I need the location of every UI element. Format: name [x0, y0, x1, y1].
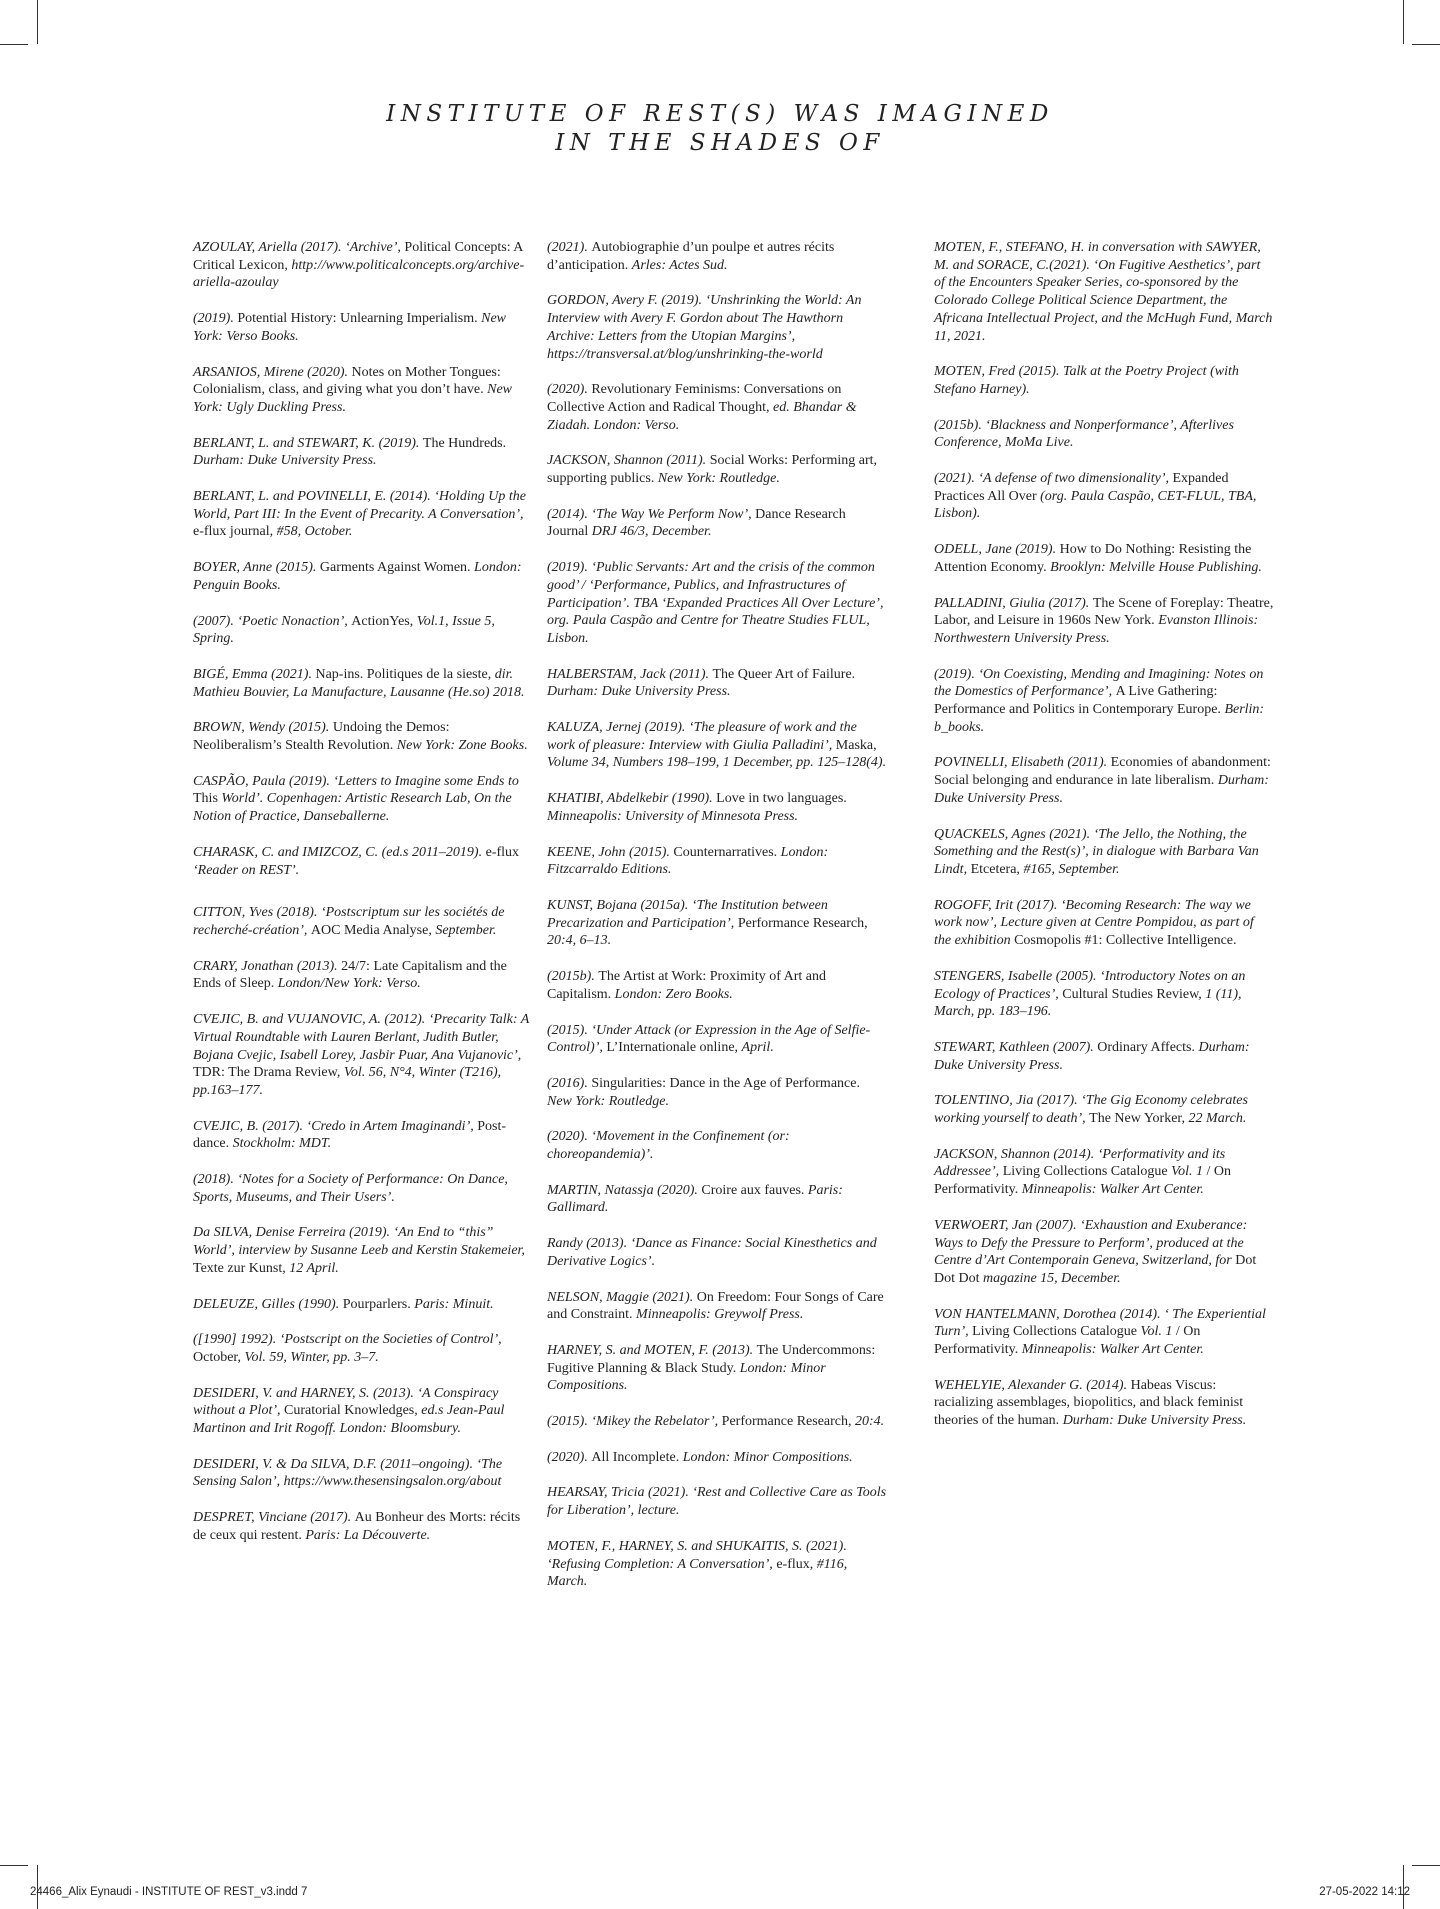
bibliography-entry [934, 470, 1274, 523]
bibliography-entry [547, 559, 887, 648]
entry-text-italic: Minneapolis: Walker Art Center. [1021, 1342, 1204, 1358]
entry-text-italic: VON HANTELMANN, Dorothea (2014). ‘ The Experiential Turn’, [934, 1306, 1266, 1340]
entry-text-italic: ‘Reader on REST’. [193, 862, 300, 878]
entry-text-italic: ARSANIOS, Mirene (2020). [193, 364, 352, 380]
entry-text-roman: Autobiographie d’un poulpe et autres récits d’anticipation. [547, 240, 835, 273]
bibliography-entry [934, 595, 1274, 648]
page-title-line-2: IN THE SHADES OF [555, 130, 885, 156]
entry-text-roman: Etcetera, [970, 861, 1024, 877]
entry-text-italic: MARTIN, Natassja (2020). [547, 1182, 702, 1198]
entry-text-roman: Counternarratives. [673, 844, 781, 860]
page-title-line-1: INSTITUTE OF REST(S) WAS IMAGINED [386, 101, 1054, 127]
bibliography-entry [547, 897, 887, 950]
bibliography-entry [547, 452, 887, 487]
entry-text-italic: KHATIBI, Abdelkebir (1990). [547, 791, 717, 807]
entry-text-roman: e-flux journal, [193, 524, 277, 540]
crop-mark-top-right [1403, 0, 1404, 44]
bibliography-entry [193, 1385, 533, 1438]
entry-text-roman: 24/7: Late Capitalism and the Ends of Sleep. [193, 958, 507, 992]
entry-text-italic: BERLANT, L. and POVINELLI, E. (2014). ‘Holding Up the World, Part III: In the Event of Precarity. A Conversation’, [193, 489, 527, 522]
entry-text-italic: (2018). ‘Notes for a Society of Performance: On Dance, Sports, Museums, and Their Users’. [193, 1172, 508, 1205]
entry-text-italic: KUNST, Bojana (2015a). ‘The Institution between Precarization and Participation’, [547, 897, 828, 931]
entry-text-italic: New York: Routledge. [657, 471, 780, 487]
entry-text-roman: A Live Gathering: Performance and Politics in Contemporary Europe. [934, 684, 1225, 718]
bibliography-column-2 [547, 239, 887, 1609]
entry-text-italic: Durham: Duke University Press. [1062, 1413, 1247, 1429]
entry-text-italic: Arles: Actes Sud. [631, 257, 728, 273]
bibliography-entry [193, 488, 533, 541]
bibliography-entry [547, 790, 887, 825]
entry-text-italic: 20:4, 6–13. [547, 933, 612, 949]
entry-text-italic: Berlin: b_books. [934, 702, 1265, 735]
entry-text-italic: Durham: Duke University Press. [934, 773, 1269, 806]
entry-text-italic: CASPÃO, Paula (2019). ‘Letters to Imagine some Ends to [193, 773, 519, 789]
entry-text-italic: HARNEY, S. and MOTEN, F. (2013). [547, 1342, 757, 1358]
entry-text-italic: Durham: Duke University Press. [934, 1039, 1250, 1073]
bibliography-entry [193, 310, 533, 345]
entry-text-roman: Maska, [835, 737, 877, 753]
bibliography-entry [934, 897, 1274, 950]
entry-text-italic: STENGERS, Isabelle (2005). ‘Introductory Notes on an Ecology of Practices’, [934, 968, 1246, 1002]
bibliography-entry [547, 1075, 887, 1110]
entry-text-italic: Vol. 1 [1171, 1164, 1207, 1180]
entry-text-italic: London: Zero Books. [614, 986, 733, 1002]
entry-text-italic: ed. Bhandar & Ziadah. London: Verso. [547, 399, 857, 433]
entry-text-roman: Texte zur Kunst, [193, 1260, 290, 1276]
bibliography-entry [547, 1235, 887, 1270]
entry-text-italic: magazine 15, December. [983, 1270, 1121, 1286]
entry-text-italic: Minneapolis: Greywolf Press. [636, 1307, 804, 1323]
entry-text-italic: CVEJIC, B. and VUJANOVIC, A. (2012). ‘Precarity Talk: A Virtual Roundtable with Lauren Berlant, Judith Butler, Bojana Cvejic, Isabell Lorey, Jasbir Puar, Ana Vujanovic’, [193, 1012, 530, 1063]
entry-text-italic: HALBERSTAM, Jack (2011). [547, 666, 713, 682]
bibliography-entry [547, 381, 887, 434]
entry-text-italic: Minneapolis: University of Minnesota Press. [547, 808, 799, 824]
bibliography-entry [934, 1306, 1274, 1359]
bibliography-column-3 [934, 239, 1274, 1448]
entry-text-italic: CVEJIC, B. (2017). ‘Credo in Artem Imaginandi’, [193, 1118, 478, 1134]
entry-text-roman: Cultural Studies Review, [1062, 986, 1206, 1002]
entry-text-italic: MOTEN, F., STEFANO, H. in conversation with SAWYER, M. and SORACE, C.(2021). ‘On Fugitive Aesthetics’, part of the Encounters Speaker Series, co-sponsored by the Colorado College Political Science Department, the Africana Intellectual Project, and the McHugh Fund, March 11, 2021. [934, 240, 1273, 344]
entry-text-roman: L’Internationale online, [606, 1040, 742, 1056]
entry-text-italic: Brooklyn: Melville House Publishing. [1050, 559, 1262, 575]
entry-text-italic: Stockholm: MDT. [232, 1136, 332, 1152]
entry-text-roman: Curatorial Knowledges, [284, 1403, 422, 1419]
entry-text-italic: 22 March. [1188, 1111, 1247, 1127]
entry-text-italic: VERWOERT, Jan (2007). ‘Exhaustion and Exuberance: Ways to Defy the Pressure to Perform’, produced at the Centre d’Art Contemporain Geneva, Switzerland, for [934, 1217, 1248, 1269]
crop-mark-top-right-h [1412, 44, 1440, 45]
entry-text-italic: Minneapolis: Walker Art Center. [1021, 1182, 1204, 1198]
bibliography-entry [934, 1377, 1274, 1430]
bibliography-entry [193, 773, 533, 826]
crop-mark-bottom-right-h [1412, 1865, 1440, 1866]
entry-text-roman: Garments Against Women. [319, 560, 475, 576]
entry-text-roman: Political Concepts: A Critical Lexicon, [193, 240, 523, 273]
entry-text-italic: PALLADINI, Giulia (2017). [934, 595, 1093, 611]
entry-text-roman: / On Performativity. [934, 1324, 1201, 1358]
bibliography-entry [547, 1538, 887, 1591]
entry-text-roman: / On Performativity. [934, 1164, 1231, 1198]
entry-text-roman: How to Do Nothing: Resisting the Attention Economy. [934, 542, 1252, 575]
bibliography-entry [934, 1092, 1274, 1127]
entry-text-italic: (2015b). ‘Blackness and Nonperformance’, Afterlives Conference, MoMa Live. [934, 417, 1234, 451]
entry-text-roman: Pourparlers. [342, 1296, 415, 1312]
entry-text-roman: Nap-ins. Politiques de la sieste, [315, 666, 495, 682]
entry-text-roman: Living Collections Catalogue [972, 1324, 1141, 1340]
bibliography-entry [547, 1413, 887, 1431]
entry-text-roman: Post-dance. [193, 1118, 507, 1152]
bibliography-entry [547, 968, 887, 1003]
entry-text-italic: (2019). ‘On Coexisting, Mending and Imagining: Notes on the Domestics of Performance’, [934, 666, 1264, 700]
entry-text-italic: Volume 34, Numbers 198–199, 1 December, pp. 125–128(4). [547, 755, 887, 771]
bibliography-entry [547, 1128, 887, 1163]
entry-text-italic: CHARASK, C. and IMIZCOZ, C. (ed.s 2011–2019). [193, 844, 486, 860]
entry-text-italic: (2020). [547, 382, 592, 398]
bibliography-entry [547, 239, 887, 274]
entry-text-roman: Living Collections Catalogue [1002, 1164, 1172, 1180]
bibliography-entry [193, 559, 533, 594]
entry-text-roman: e-flux, [776, 1556, 817, 1572]
entry-text-roman: The Artist at Work: Proximity of Art and Capitalism. [547, 969, 826, 1002]
entry-text-italic: 12 April. [289, 1260, 339, 1276]
entry-text-roman: Dance Research Journal [547, 506, 846, 540]
entry-text-roman: Notes on Mother Tongues: Colonialism, class, and giving what you don’t have. [193, 364, 501, 398]
entry-text-italic: MOTEN, F., HARNEY, S. and SHUKAITIS, S. (2021). ‘Refusing Completion: A Conversation’, [547, 1538, 847, 1572]
entry-text-italic: POVINELLI, Elisabeth (2011). [934, 755, 1111, 771]
bibliography-entry [193, 613, 533, 648]
entry-text-italic: JACKSON, Shannon (2014). ‘Performativity and its Addressee’, [934, 1146, 1226, 1180]
entry-text-roman: Undoing the Demos: Neoliberalism’s Stealth Revolution. [193, 720, 450, 754]
entry-text-italic: Paris: Minuit. [414, 1296, 494, 1312]
entry-text-italic: #165, September. [1023, 861, 1120, 877]
entry-text-italic: DELEUZE, Gilles (1990). [193, 1296, 343, 1312]
entry-text-italic: Evanston Illinois: Northwestern University Press. [934, 613, 1259, 646]
entry-text-italic: STEWART, Kathleen (2007). [934, 1039, 1098, 1055]
entry-text-roman: Expanded Practices All Over [934, 471, 1229, 504]
entry-text-italic: ROGOFF, Irit (2017). ‘Becoming Research: The way we work now’, Lecture given at Centre Pompidou, as part of the exhibition [934, 897, 1254, 949]
entry-text-italic: (org. Paula Caspão, CET-FLUL, TBA, Lisbon). [934, 488, 1257, 522]
entry-text-roman: Au Bonheur des Morts: récits de ceux qui restent. [193, 1510, 521, 1543]
entry-text-roman: The Scene of Foreplay: Theatre, Labor, and Leisure in 1960s New York. [934, 595, 1274, 629]
entry-text-italic: HEARSAY, Tricia (2021). ‘Rest and Collective Care as Tools for Liberation’, lecture. [547, 1485, 887, 1519]
bibliography-entry [934, 666, 1274, 737]
entry-text-italic: (2014). ‘The Way We Perform Now’, [547, 506, 756, 522]
entry-text-italic: (2015b). [547, 969, 599, 985]
bibliography-entry [547, 844, 887, 879]
entry-text-roman: Singularities: Dance in the Age of Performance. [591, 1075, 860, 1091]
entry-text-italic: Paris: La Découverte. [305, 1527, 431, 1543]
entry-text-italic: WEHELYIE, Alexander G. (2014). [934, 1377, 1131, 1393]
bibliography-entry [193, 844, 533, 879]
entry-text-italic: NELSON, Maggie (2021). [547, 1289, 697, 1305]
bibliography-entry [547, 506, 887, 541]
entry-text-italic: April. [741, 1040, 774, 1056]
entry-text-italic: New York: Verso Books. [193, 311, 507, 344]
entry-text-italic: Paris: Gallimard. [547, 1182, 843, 1216]
entry-text-roman: Social Works: Performing art, supporting publics. [547, 453, 878, 487]
entry-text-roman: The Queer Art of Failure. [712, 666, 856, 682]
bibliography-entry [934, 1146, 1274, 1199]
entry-text-italic: New York: Routledge. [547, 1093, 669, 1109]
entry-text-italic: Durham: Duke University Press. [547, 684, 731, 700]
bibliography-entry [193, 1224, 533, 1277]
entry-text-roman: Revolutionary Feminisms: Conversations on Collective Action and Radical Thought, [547, 382, 842, 415]
entry-text-italic: Vol. 56, N°4, Winter (T216), pp.163–177. [193, 1065, 502, 1098]
entry-text-italic: dir. Mathieu Bouvier, La Manufacture, Lausanne (He.so) 2018. [193, 666, 525, 700]
entry-text-roman: The New Yorker, [1089, 1111, 1189, 1127]
entry-text-italic: AZOULAY, Ariella (2017). ‘Archive’, [193, 240, 405, 255]
entry-text-italic: (2019). ‘Public Servants: Art and the crisis of the common good’ / ‘Performance, Publics, and Infrastructures of Participation’. TBA ‘Expanded Practices All Over Lecture’, org. Paula Caspão and Centre for Theatre Studies FLUL, Lisbon. [547, 560, 884, 646]
entry-text-roman: Cosmopolis #1: Collective Intelligence. [1014, 933, 1237, 949]
entry-text-roman: The Undercommons: Fugitive Planning & Black Study. [547, 1342, 876, 1376]
entry-text-roman: Potential History: Unlearning Imperialism. [237, 311, 482, 327]
bibliography-entry [547, 1342, 887, 1395]
entry-text-italic: (2020). [547, 1449, 592, 1465]
entry-text-roman: October, [193, 1349, 245, 1365]
bibliography-entry [193, 719, 533, 754]
entry-text-roman: Ordinary Affects. [1097, 1039, 1199, 1055]
bibliography-entry [934, 1217, 1274, 1288]
bibliography-entry [934, 541, 1274, 576]
entry-text-italic: (2019). [193, 311, 238, 327]
entry-text-italic: New York: Zone Books. [396, 738, 528, 754]
entry-text-roman: Croire aux fauves. [701, 1182, 808, 1198]
crop-mark-top-left [37, 0, 38, 44]
entry-text-italic: (2016). [547, 1075, 592, 1091]
bibliography-entry [193, 1296, 533, 1314]
bibliography-entry [934, 239, 1274, 345]
bibliography-entry [193, 1331, 533, 1366]
bibliography-entry [547, 719, 887, 772]
entry-text-italic: World’. Copenhagen: Artistic Research Lab, On the Notion of Practice, Danseballerne. [193, 791, 512, 825]
bibliography-entry [934, 363, 1274, 398]
entry-text-italic: ([1990] 1992). ‘Postscript on the Societies of Control’, [193, 1332, 502, 1348]
entry-text-roman: Performance Research, [737, 915, 868, 931]
entry-text-italic: #58, October. [276, 524, 353, 540]
entry-text-roman: Dot Dot Dot [934, 1253, 1257, 1286]
bibliography-entry [193, 958, 533, 993]
entry-text-italic: London: Penguin Books. [193, 560, 522, 593]
bibliography-entry [547, 1449, 887, 1467]
bibliography-entry [193, 435, 533, 470]
crop-mark-bottom-left-h [0, 1865, 28, 1866]
entry-text-italic: 1 (11), March, pp. 183–196. [934, 986, 1242, 1020]
bibliography-entry [934, 417, 1274, 452]
entry-text-italic: ODELL, Jane (2019). [934, 542, 1060, 558]
entry-text-italic: (2021). [547, 240, 592, 255]
entry-text-italic: London: Minor Compositions. [547, 1360, 826, 1394]
crop-mark-top-left-h [0, 44, 28, 45]
entry-text-italic: KEENE, John (2015). [547, 844, 674, 860]
bibliography-entry [547, 1484, 887, 1519]
bibliography-entry [547, 292, 887, 363]
entry-text-italic: (2007). ‘Poetic Nonaction’, [193, 613, 352, 629]
entry-text-italic: BERLANT, L. and STEWART, K. (2019). [193, 435, 423, 451]
entry-text-italic: CRARY, Jonathan (2013). [193, 958, 342, 974]
entry-text-italic: BIGÉ, Emma (2021). [193, 666, 316, 682]
bibliography-entry [193, 239, 533, 292]
bibliography-entry [193, 1456, 533, 1491]
bibliography-entry [193, 1171, 533, 1206]
entry-text-italic: MOTEN, Fred (2015). Talk at the Poetry Project (with Stefano Harney). [934, 364, 1239, 397]
entry-text-roman: The Hundreds. [422, 435, 507, 451]
entry-text-italic: London: Fitzcarraldo Editions. [547, 844, 829, 878]
entry-text-roman: On Freedom: Four Songs of Care and Constraint. [547, 1289, 884, 1323]
slug-date-time: 27-05-2022 14:12 [1319, 1886, 1410, 1898]
entry-text-italic: New York: Ugly Duckling Press. [193, 382, 512, 415]
bibliography-entry [547, 1182, 887, 1217]
entry-text-italic: (2021). ‘A defense of two dimensionality’, [934, 471, 1173, 487]
page-title [0, 100, 1440, 158]
entry-text-italic: DESIDERI, V. & Da SILVA, D.F. (2011–ongoing). ‘The Sensing Salon’, https://www.thesensingsalon.org/about [193, 1456, 503, 1490]
bibliography-entry [934, 968, 1274, 1021]
bibliography-entry [934, 1039, 1274, 1074]
entry-text-italic: TOLENTINO, Jia (2017). ‘The Gig Economy celebrates working yourself to death’, [934, 1093, 1248, 1127]
bibliography-entry [934, 754, 1274, 807]
entry-text-italic: DRJ 46/3, December. [591, 524, 712, 540]
entry-text-italic: http://www.politicalconcepts.org/archive-ariella-azoulay [193, 257, 525, 291]
entry-text-italic: Da SILVA, Denise Ferreira (2019). ‘An End to “this” World’, interview by Susanne Leeb and Kerstin Stakemeier, [193, 1225, 525, 1259]
bibliography-entry [193, 1011, 533, 1100]
entry-text-italic: CITTON, Yves (2018). ‘Postscriptum sur les sociétés de recherché-création’, [193, 905, 505, 938]
entry-text-italic: Vol. 59, Winter, pp. 3–7. [244, 1349, 379, 1365]
entry-text-italic: DESPRET, Vinciane (2017). [193, 1510, 355, 1526]
entry-text-italic: JACKSON, Shannon (2011). [547, 453, 710, 469]
entry-text-roman: This [193, 791, 222, 807]
bibliography-entry [547, 666, 887, 701]
bibliography-column-1 [193, 239, 533, 1563]
entry-text-roman: Love in two languages. [716, 791, 847, 807]
bibliography-entry [193, 364, 533, 417]
entry-text-italic: Vol.1, Issue 5, Spring. [193, 613, 495, 647]
bibliography-entry [547, 1289, 887, 1324]
entry-text-italic: #116, March. [547, 1556, 848, 1590]
entry-text-italic: London/New York: Verso. [277, 976, 421, 992]
entry-text-italic: Vol. 1 [1140, 1324, 1176, 1340]
entry-text-italic: 20:4. [855, 1414, 885, 1430]
entry-text-italic: ed.s Jean-Paul Martinon and Irit Rogoff. London: Bloomsbury. [193, 1403, 505, 1437]
entry-text-roman: AOC Media Analyse, [310, 922, 436, 938]
bibliography-entry [193, 1509, 533, 1544]
entry-text-italic: (2015). ‘Mikey the Rebelator’, [547, 1414, 722, 1430]
bibliography-entry [193, 1118, 533, 1153]
entry-text-italic: (2015). ‘Under Attack (or Expression in the Age of Selfie-Control)’, [547, 1022, 871, 1056]
entry-text-italic: September. [435, 922, 497, 938]
entry-text-roman: e-flux [485, 844, 520, 860]
bibliography-entry [934, 826, 1274, 879]
entry-text-roman: All Incomplete. [591, 1449, 683, 1465]
entry-text-italic: KALUZA, Jernej (2019). ‘The pleasure of work and the work of pleasure: Interview with Giulia Palladini’, [547, 720, 857, 753]
entry-text-italic: London: Minor Compositions. [682, 1449, 853, 1465]
slug-file-name: 24466_Alix Eynaudi - INSTITUTE OF REST_v3.indd 7 [30, 1886, 308, 1898]
entry-text-roman: Habeas Viscus: racializing assemblages, biopolitics, and black feminist theories of the human. [934, 1377, 1244, 1429]
entry-text-roman: TDR: The Drama Review, [193, 1065, 344, 1081]
entry-text-roman: ActionYes, [351, 613, 417, 629]
bibliography-entry [193, 666, 533, 701]
entry-text-italic: (2020). ‘Movement in the Confinement (or: choreopandemia)’. [547, 1129, 790, 1163]
entry-text-italic: BOYER, Anne (2015). [193, 560, 320, 576]
bibliography-entry [547, 1022, 887, 1057]
entry-text-italic: GORDON, Avery F. (2019). ‘Unshrinking the World: An Interview with Avery F. Gordon about The Hawthorn Archive: Letters from the Utopian Margins’, https://transversal.at/blog/unshrinking-the-world [547, 293, 862, 362]
entry-text-italic: BROWN, Wendy (2015). [193, 720, 333, 736]
entry-text-roman: Economies of abandonment: Social belonging and endurance in late liberalism. [934, 755, 1271, 789]
entry-text-roman: Performance Research, [721, 1414, 855, 1430]
entry-text-italic: DESIDERI, V. and HARNEY, S. (2013). ‘A Conspiracy without a Plot’, [193, 1385, 499, 1419]
bibliography-entry [193, 904, 533, 939]
entry-text-italic: QUACKELS, Agnes (2021). ‘The Jello, the Nothing, the Something and the Rest(s)’, in dialogue with Barbara Van Lindt, [934, 826, 1259, 877]
entry-text-italic: Durham: Duke University Press. [193, 453, 377, 469]
entry-text-italic: Randy (2013). ‘Dance as Finance: Social Kinesthetics and Derivative Logics’. [547, 1236, 877, 1269]
